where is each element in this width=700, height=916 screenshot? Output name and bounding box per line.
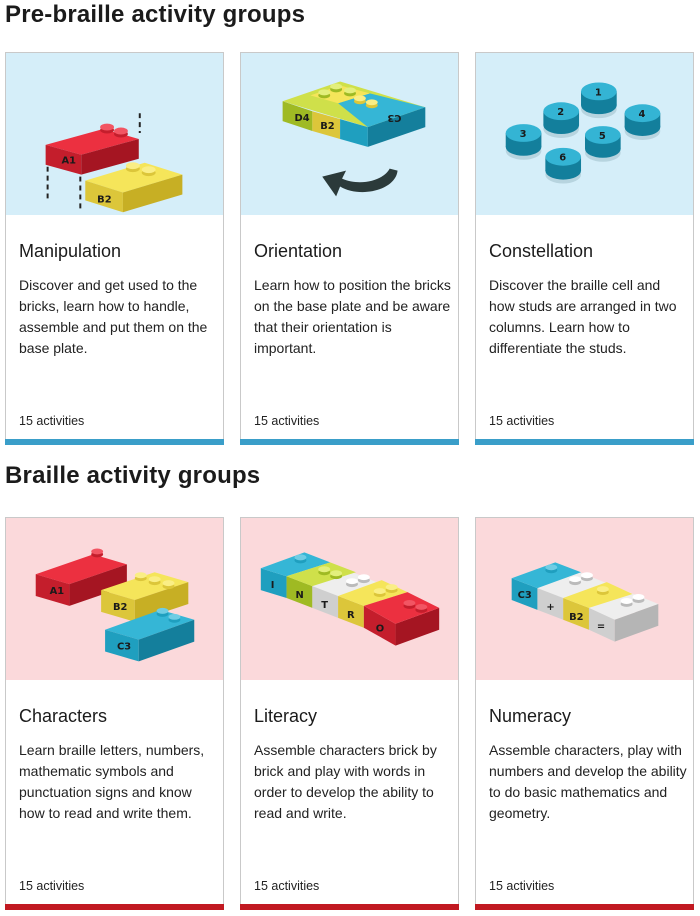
card-description: Assemble characters, play with numbers and develop the ability to do basic mathematics and geometry. [489,742,687,821]
stud-number: 4 [638,109,646,121]
orientation-illustration [241,53,458,215]
pre-braille-card-grid [5,52,695,447]
brick-label: B2 [97,194,112,206]
stud-number: 2 [557,107,565,119]
card-literacy[interactable] [240,517,459,910]
activity-count: 15 activities [19,879,85,893]
constellation-illustration [476,53,693,215]
activity-count: 15 activities [489,879,555,893]
stud-number: 3 [519,128,527,140]
section-title-braille: Braille activity groups [5,462,261,489]
literacy-illustration [241,518,458,680]
brick-label: R [347,609,355,621]
brick-label: I [270,580,275,592]
card-description: Assemble characters brick by brick and play with words in order to develop the ability to read and write. [254,742,437,821]
brick-label: + [546,601,555,613]
braille-card-grid [5,517,695,912]
card-description: Discover and get used to the bricks, learn how to handle, assemble and put them on the base plate. [19,277,208,356]
activity-count: 15 activities [254,414,320,428]
card-title: Characters [19,706,108,726]
brick-label: D4 [294,113,310,125]
stud-number: 1 [594,87,602,99]
card-accent-bar [5,439,224,445]
card-accent-bar [240,904,459,910]
manipulation-illustration [6,53,223,215]
brick-label: N [295,590,304,602]
card-manipulation[interactable] [5,52,224,445]
card-title: Manipulation [19,241,122,261]
brick-label: = [596,621,606,633]
numeracy-illustration [476,518,693,680]
section-title-pre-braille: Pre-braille activity groups [5,1,306,28]
activity-count: 15 activities [19,414,85,428]
card-description: Discover the braille cell and how studs are arranged in two columns. Learn how to differentiate the studs. [489,277,677,356]
card-accent-bar [240,439,459,445]
card-accent-bar [475,904,694,910]
card-accent-bar [5,904,224,910]
card-description: Learn braille letters, numbers, mathematic symbols and punctuation signs and know how to read and write them. [19,742,205,821]
stud-number: 6 [559,152,567,164]
card-description: Learn how to position the bricks on the base plate and be aware that their orientation is important. [254,277,451,356]
card-title: Orientation [254,241,343,261]
brick-label: A1 [61,155,77,167]
card-title: Numeracy [489,706,572,726]
brick-label: C3 [517,590,532,602]
card-numeracy[interactable] [475,517,694,910]
card-title: Constellation [489,241,594,261]
card-accent-bar [475,439,694,445]
activity-count: 15 activities [254,879,320,893]
activity-count: 15 activities [489,414,555,428]
card-characters[interactable] [5,517,224,910]
brick-label: C3 [116,641,132,653]
brick-label: B2 [113,601,128,613]
card-title: Literacy [254,706,318,726]
stud-number: 5 [598,130,606,142]
brick-label: C3 [387,112,402,124]
brick-label: B2 [569,611,584,623]
characters-illustration [6,518,223,680]
brick-label: T [321,599,329,611]
brick-label: O [375,623,385,635]
brick-label: B2 [320,121,335,133]
card-orientation[interactable] [240,52,459,445]
card-constellation[interactable] [475,52,694,445]
brick-label: A1 [49,586,65,598]
